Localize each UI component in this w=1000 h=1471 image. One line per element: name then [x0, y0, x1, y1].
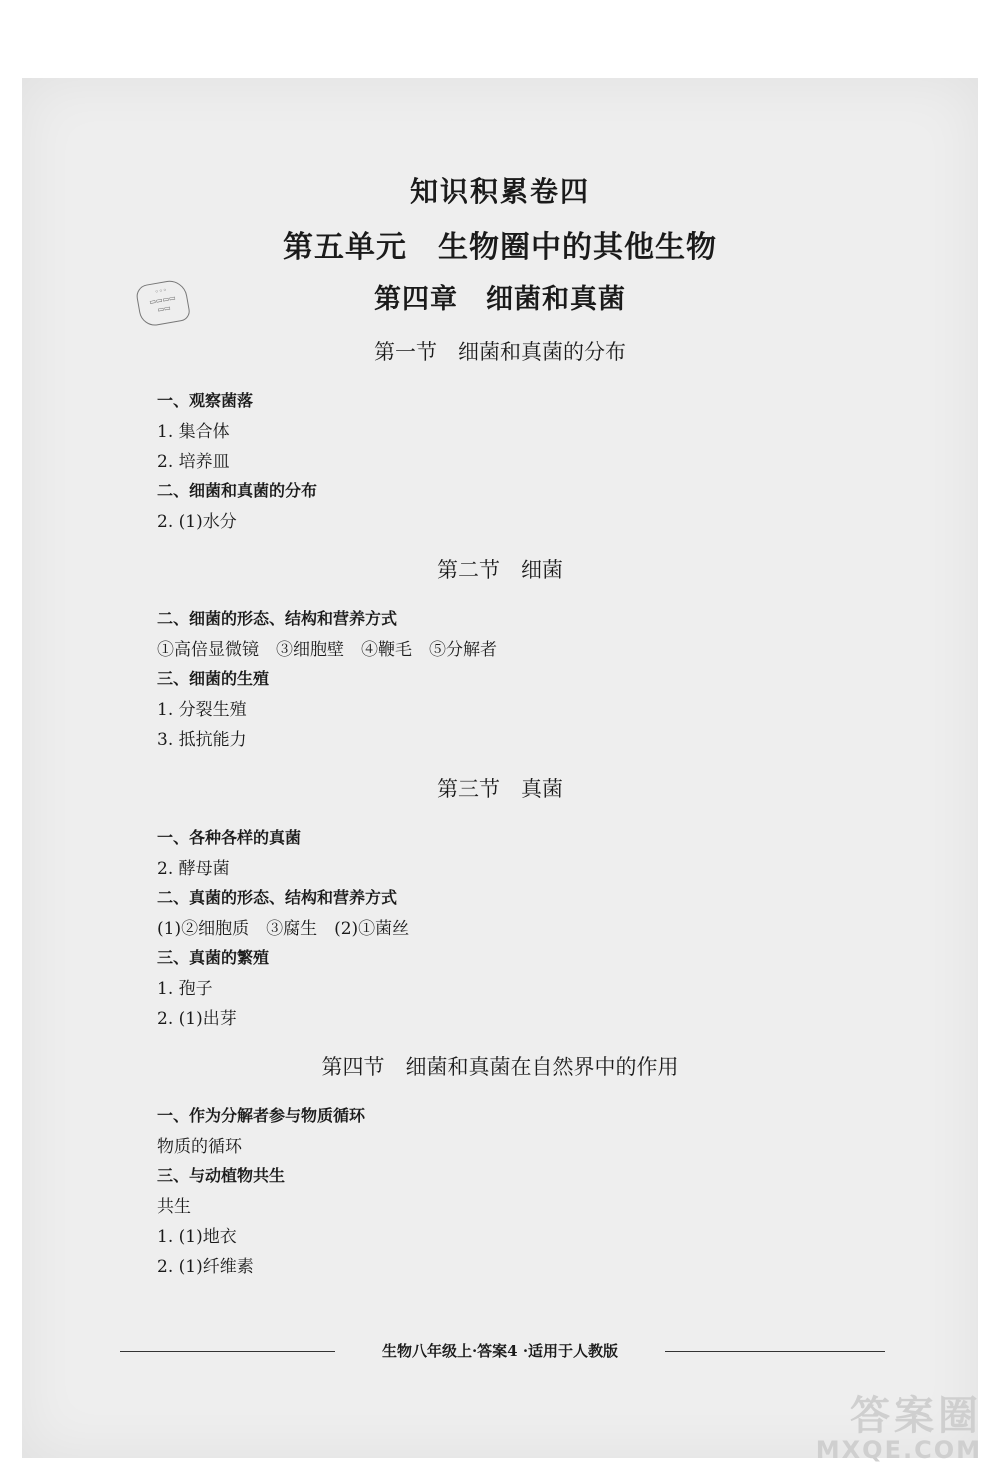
- answer-line: 二、细菌和真菌的分布: [157, 481, 318, 500]
- answer-line: 2. (1)纤维素: [157, 1257, 254, 1277]
- answer-line: 2. 酵母菌: [157, 859, 230, 879]
- watermark: [815, 1393, 982, 1464]
- answer-line: 一、作为分解者参与物质循环: [157, 1106, 366, 1125]
- answer-line: 共生: [157, 1197, 191, 1217]
- answer-line: 3. 抵抗能力: [157, 730, 247, 750]
- answer-line: 三、真菌的繁殖: [157, 948, 270, 967]
- answer-line: 2. (1)水分: [157, 512, 237, 532]
- section-1-title: 第一节 细菌和真菌的分布: [374, 340, 626, 364]
- answer-line: 1. 分裂生殖: [157, 700, 247, 720]
- footer-caption: 生物八年级上·答案4 ·适用于人教版: [0, 1340, 1000, 1361]
- unit-title: 第五单元 生物圈中的其他生物: [283, 230, 717, 265]
- answer-line: 二、真菌的形态、结构和营养方式: [157, 888, 398, 907]
- stamp-mark: ◦◦◦ ▭▭▭▭ ▭▭: [135, 278, 192, 328]
- answer-line: 1. 集合体: [157, 422, 230, 442]
- watermark-bottom: MXQE.COM: [815, 1436, 982, 1464]
- section-2-title: 第二节 细菌: [437, 558, 563, 582]
- watermark-top: 答案圈: [850, 1393, 982, 1439]
- answer-line: 一、各种各样的真菌: [157, 828, 302, 847]
- main-title: 知识积累卷四: [409, 175, 590, 208]
- chapter-title: 第四章 细菌和真菌: [374, 284, 626, 315]
- answer-line: ①高倍显微镜 ③细胞壁 ④鞭毛 ⑤分解者: [157, 640, 497, 660]
- answer-line: 三、与动植物共生: [157, 1166, 286, 1185]
- answer-line: 1. 孢子: [157, 979, 213, 999]
- answer-line: 物质的循环: [157, 1137, 242, 1157]
- section-3-title: 第三节 真菌: [437, 777, 563, 801]
- answer-line: 三、细菌的生殖: [157, 669, 270, 688]
- answer-line: 二、细菌的形态、结构和营养方式: [157, 609, 398, 628]
- section-4-title: 第四节 细菌和真菌在自然界中的作用: [321, 1055, 679, 1079]
- answer-line: 一、观察菌落: [157, 391, 254, 410]
- answer-line: 1. (1)地衣: [157, 1227, 237, 1247]
- answer-line: 2. 培养皿: [157, 452, 230, 472]
- answer-line: 2. (1)出芽: [157, 1009, 237, 1029]
- answer-line: (1)②细胞质 ③腐生 (2)①菌丝: [157, 919, 410, 939]
